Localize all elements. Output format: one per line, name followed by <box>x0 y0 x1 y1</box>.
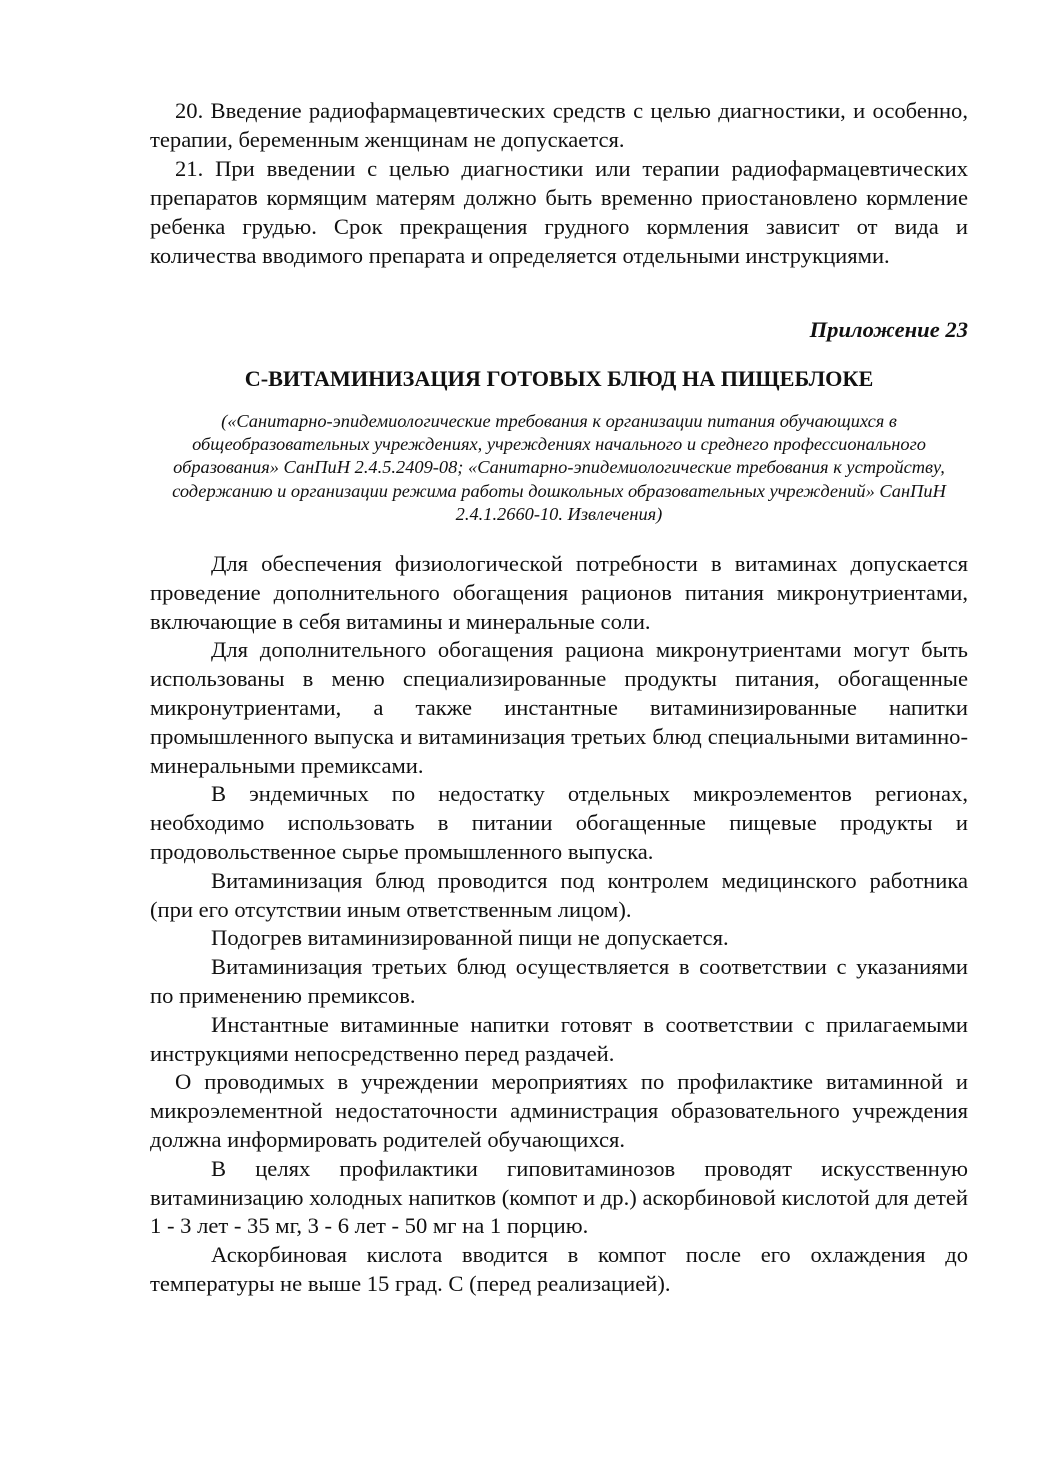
body-paragraph: В эндемичных по недостатку отдельных микроэлементов регионах, необходимо использовать в питании обогащенные пищевые продукты и продовольственное сырье промышленного выпуска. <box>150 781 968 864</box>
body-paragraph: Для дополнительного обогащения рациона микронутриентами могут быть использованы в меню специализированные продукты питания, обогащенные микронутриентами, а также инстантные витаминизированные напитки промышленного выпуска и витаминизация третьих блюд специальными витаминно-минеральными премиксами. <box>150 637 968 778</box>
paragraph-20: 20. Введение радиофармацевтических средств с целью диагностики, и особенно, терапии, беременным женщинам не допускается. <box>150 98 968 152</box>
body-paragraph: В целях профилактики гиповитаминозов проводят искусственную витаминизацию холодных напитков (компот и др.) аскорбиновой кислотой для детей 1 - 3 лет - 35 мг, 3 - 6 лет - 50 мг на 1 порцию. <box>150 1155 968 1239</box>
body-paragraph: Подогрев витаминизированной пищи не допускается. <box>211 925 729 951</box>
body-paragraph: О проводимых в учреждении мероприятиях по профилактике витаминной и микроэлементной недостаточности администрация образовательного учреждения должна информировать родителей обучающихся. <box>150 1069 968 1152</box>
spacer <box>150 270 968 315</box>
spacer <box>150 344 968 364</box>
section-title: С-ВИТАМИНИЗАЦИЯ ГОТОВЫХ БЛЮД НА ПИЩЕБЛОКЕ <box>244 366 874 391</box>
appendix-label: Приложение 23 <box>809 317 968 342</box>
spacer <box>150 526 968 550</box>
body-paragraph: Витаминизация блюд проводится под контролем медицинского работника (при его отсутствии иным ответственным лицом). <box>150 867 968 922</box>
body-paragraph: Аскорбиновая кислота вводится в компот после его охлаждения до температуры не выше 15 град. С (перед реализацией). <box>150 1242 968 1296</box>
body-paragraph: Витаминизация третьих блюд осуществляется в соответствии с указаниями по применению премиксов. <box>150 954 968 1008</box>
body-paragraph: Для обеспечения физиологической потребности в витаминах допускается проведение дополнительного обогащения рационов питания микронутриентами, включающие в себя витамины и минеральные соли. <box>150 551 968 634</box>
document-page <box>150 96 968 1299</box>
paragraph-21: 21. При введении с целью диагностики или терапии радиофармацевтических препаратов кормящим матерям должно быть временно приостановлено кормление ребенка грудью. Срок прекращения грудного кормления зависит от вида и количества вводимого препарата и определяется отдельными инструкциями. <box>150 156 968 268</box>
spacer <box>150 393 968 410</box>
body-text <box>150 550 968 1299</box>
source-note: («Санитарно-эпидемиологические требования к организации питания обучающихся в общеобразовательных учреждениях, учреждениях начального и среднего профессионального образования» СанПиН 2.4.5.2409-08; «Санитарно-эпидемиологические требования к устройству, содержанию и организации режима работы дошкольных образовательных учреждений» СанПиН 2.4.1.2660-10. Извлечения) <box>172 411 946 524</box>
body-paragraph: Инстантные витаминные напитки готовят в соответствии с прилагаемыми инструкциями непосредственно перед раздачей. <box>150 1011 968 1066</box>
